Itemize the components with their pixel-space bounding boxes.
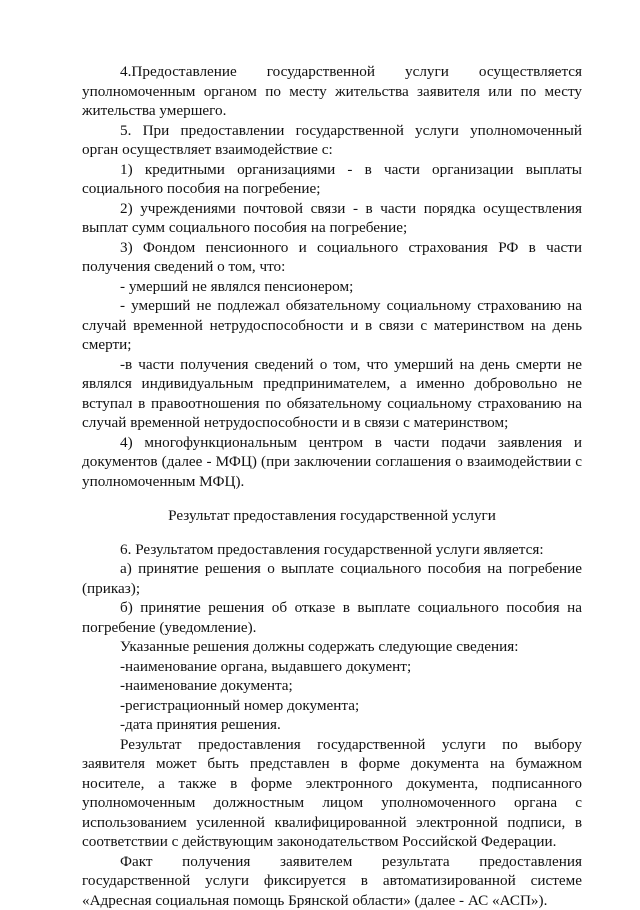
sub-item-not-entrepreneur: -в части получения сведений о том, что умерший на день смерти не являлся индивидуальным предпринимателем, а именно добровольно не вступал в правоотношения по обязательному социальному страхованию на случай временной нетрудоспособности и в связи с материнством; [82,355,582,433]
result-item-b: б) принятие решения об отказе в выплате социального пособия на погребение (уведомление). [82,598,582,637]
paragraph-6: 6. Результатом предоставления государственной услуги является: [82,540,582,560]
list-item-mfc: 4) многофункциональным центром в части подачи заявления и документов (далее - МФЦ) (при заключении соглашения о взаимодействии с уполномоченным МФЦ). [82,433,582,492]
list-item-pension-fund: 3) Фондом пенсионного и социального страхования РФ в части получения сведений о том, что: [82,238,582,277]
paragraph-5: 5. При предоставлении государственной услуги уполномоченный орган осуществляет взаимодействие с: [82,121,582,160]
requirement-document-name: -наименование документа; [82,676,582,696]
result-form-paragraph: Результат предоставления государственной услуги по выбору заявителя может быть представлен в форме документа на бумажном носителе, а также в форме электронного документа, подписанного уполномоченным должностным лицом уполномоченного органа с использованием усиленной квалифицированной электронной подписи, в соответствии с действующим законодательством Российской Федерации. [82,735,582,852]
result-recording-paragraph: Факт получения заявителем результата предоставления государственной услуги фиксируется в автоматизированной системе «Адресная социальная помощь Брянской области» (далее - АС «АСП»). [82,852,582,910]
result-item-a: а) принятие решения о выплате социального пособия на погребение (приказ); [82,559,582,598]
paragraph-4: 4.Предоставление государственной услуги осуществляется уполномоченным органом по месту жительства заявителя или по месту жительства умершего. [82,62,582,121]
requirement-decision-date: -дата принятия решения. [82,715,582,735]
sub-item-not-insured: - умерший не подлежал обязательному социальному страхованию на случай временной нетрудоспособности и в связи с материнством на день смерти; [82,296,582,355]
sub-item-not-pensioner: - умерший не являлся пенсионером; [82,277,582,297]
requirement-issuing-body: -наименование органа, выдавшего документ; [82,657,582,677]
document-page [82,62,582,910]
section-heading: Результат предоставления государственной услуги [82,506,582,526]
decisions-requirements: Указанные решения должны содержать следующие сведения: [82,637,582,657]
list-item-postal-institutions: 2) учреждениями почтовой связи - в части порядка осуществления выплат сумм социального пособия на погребение; [82,199,582,238]
list-item-credit-organizations: 1) кредитными организациями - в части организации выплаты социального пособия на погребение; [82,160,582,199]
requirement-registration-number: -регистрационный номер документа; [82,696,582,716]
